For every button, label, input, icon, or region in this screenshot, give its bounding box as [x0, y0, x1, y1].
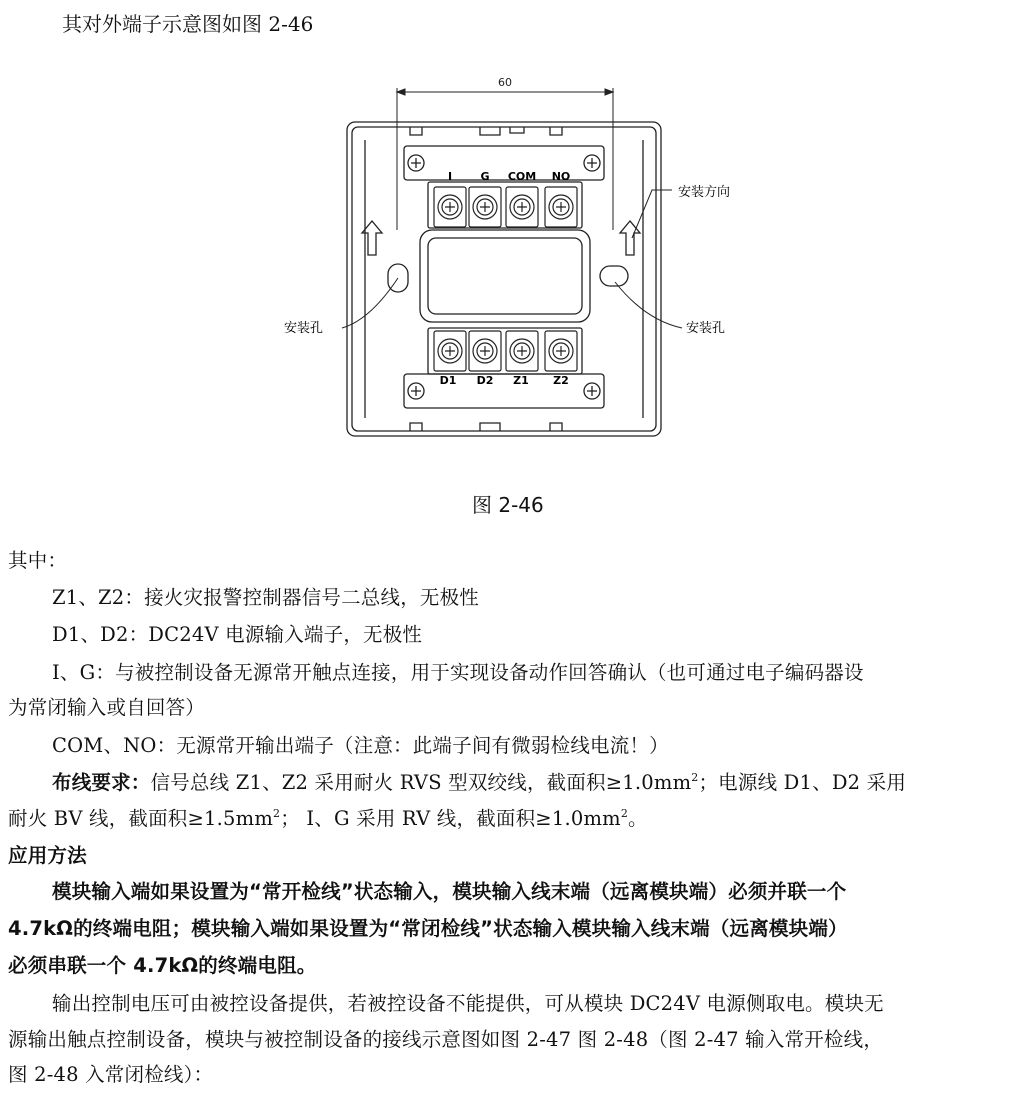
terminal-screw-top-3	[506, 187, 538, 227]
label-mounting-hole-left: 安装孔	[284, 321, 324, 336]
wiring-requirement: 布线要求：信号总线 Z1、Z2 采用耐火 RVS 型双绞线，截面积$\ge 1.0mm^2$；电源线 D1、D2 采用	[52, 771, 907, 794]
figure-caption: 图 2-46	[472, 493, 544, 517]
output-para-3: 图 2-48 入常闭检线）：	[8, 1063, 214, 1086]
terminal-screw-top-2	[469, 187, 501, 227]
terminal-diagram	[270, 70, 770, 470]
output-para-1: 输出控制电压可由被控设备提供，若被控设备不能提供，可从模块 DC24V 电源侧取电。模块无	[52, 992, 884, 1015]
output-para-2: 源输出触点控制设备，模块与被控制设备的接线示意图如图 2-47 图 2-48（图 2-47 输入常开检线，	[8, 1028, 884, 1051]
application-para-1: 模块输入端如果设置为“常开检线”状态输入，模块输入线末端（远离模块端）必须并联一个	[52, 880, 847, 903]
intro-text: 其对外端子示意图如图 2-46	[62, 12, 314, 36]
terminal-label-no: NO	[551, 170, 571, 183]
where-label: 其中：	[8, 549, 68, 572]
label-mounting-hole-right: 安装孔	[686, 321, 726, 336]
mounting-hole-right	[600, 266, 628, 286]
terminal-label-g: G	[480, 170, 490, 183]
application-para-3: 必须串联一个 4.7kΩ的终端电阻。	[8, 954, 317, 977]
outer-plate	[347, 122, 661, 436]
terminal-screw-bottom-1	[434, 331, 466, 371]
application-para-2: 4.7kΩ的终端电阻；模块输入端如果设置为“常闭检线”状态输入模块输入线末端（远离模块端）	[8, 917, 848, 940]
wiring-requirement-cont: 耐火 BV 线，截面积$\ge 1.5mm^2$； I、G 采用 RV 线，截面积$\ge 1.0mm^2$。	[8, 807, 648, 830]
terminal-label-d2: D2	[476, 374, 494, 387]
terminal-screw-bottom-2	[469, 331, 501, 371]
label-install-direction: 安装方向	[678, 185, 731, 200]
terminal-screw-top-4	[545, 187, 577, 227]
terminal-label-z1: Z1	[513, 374, 529, 387]
terminal-screw-bottom-3	[506, 331, 538, 371]
application-heading: 应用方法	[8, 844, 87, 867]
dimension-label: 60	[498, 76, 512, 89]
terminal-label-i: I	[447, 170, 453, 183]
z-terminal-desc: Z1、Z2：接火灾报警控制器信号二总线，无极性	[52, 586, 480, 609]
terminal-label-z2: Z2	[553, 374, 569, 387]
terminal-screw-top-1	[434, 187, 466, 227]
ig-terminal-desc: I、G：与被控制设备无源常开触点连接，用于实现设备动作回答确认（也可通过电子编码器设	[52, 661, 864, 684]
terminal-label-d1: D1	[439, 374, 457, 387]
wiring-label: 布线要求：	[52, 771, 151, 794]
com-no-terminal-desc: COM、NO：无源常开输出端子（注意：此端子间有微弱检线电流！）	[52, 734, 669, 757]
terminal-label-com: COM	[507, 170, 537, 183]
ig-terminal-desc-cont: 为常闭输入或自回答）	[8, 696, 206, 719]
terminal-screw-bottom-4	[545, 331, 577, 371]
d-terminal-desc: D1、D2：DC24V 电源输入端子，无极性	[52, 623, 423, 646]
center-window	[420, 230, 590, 322]
